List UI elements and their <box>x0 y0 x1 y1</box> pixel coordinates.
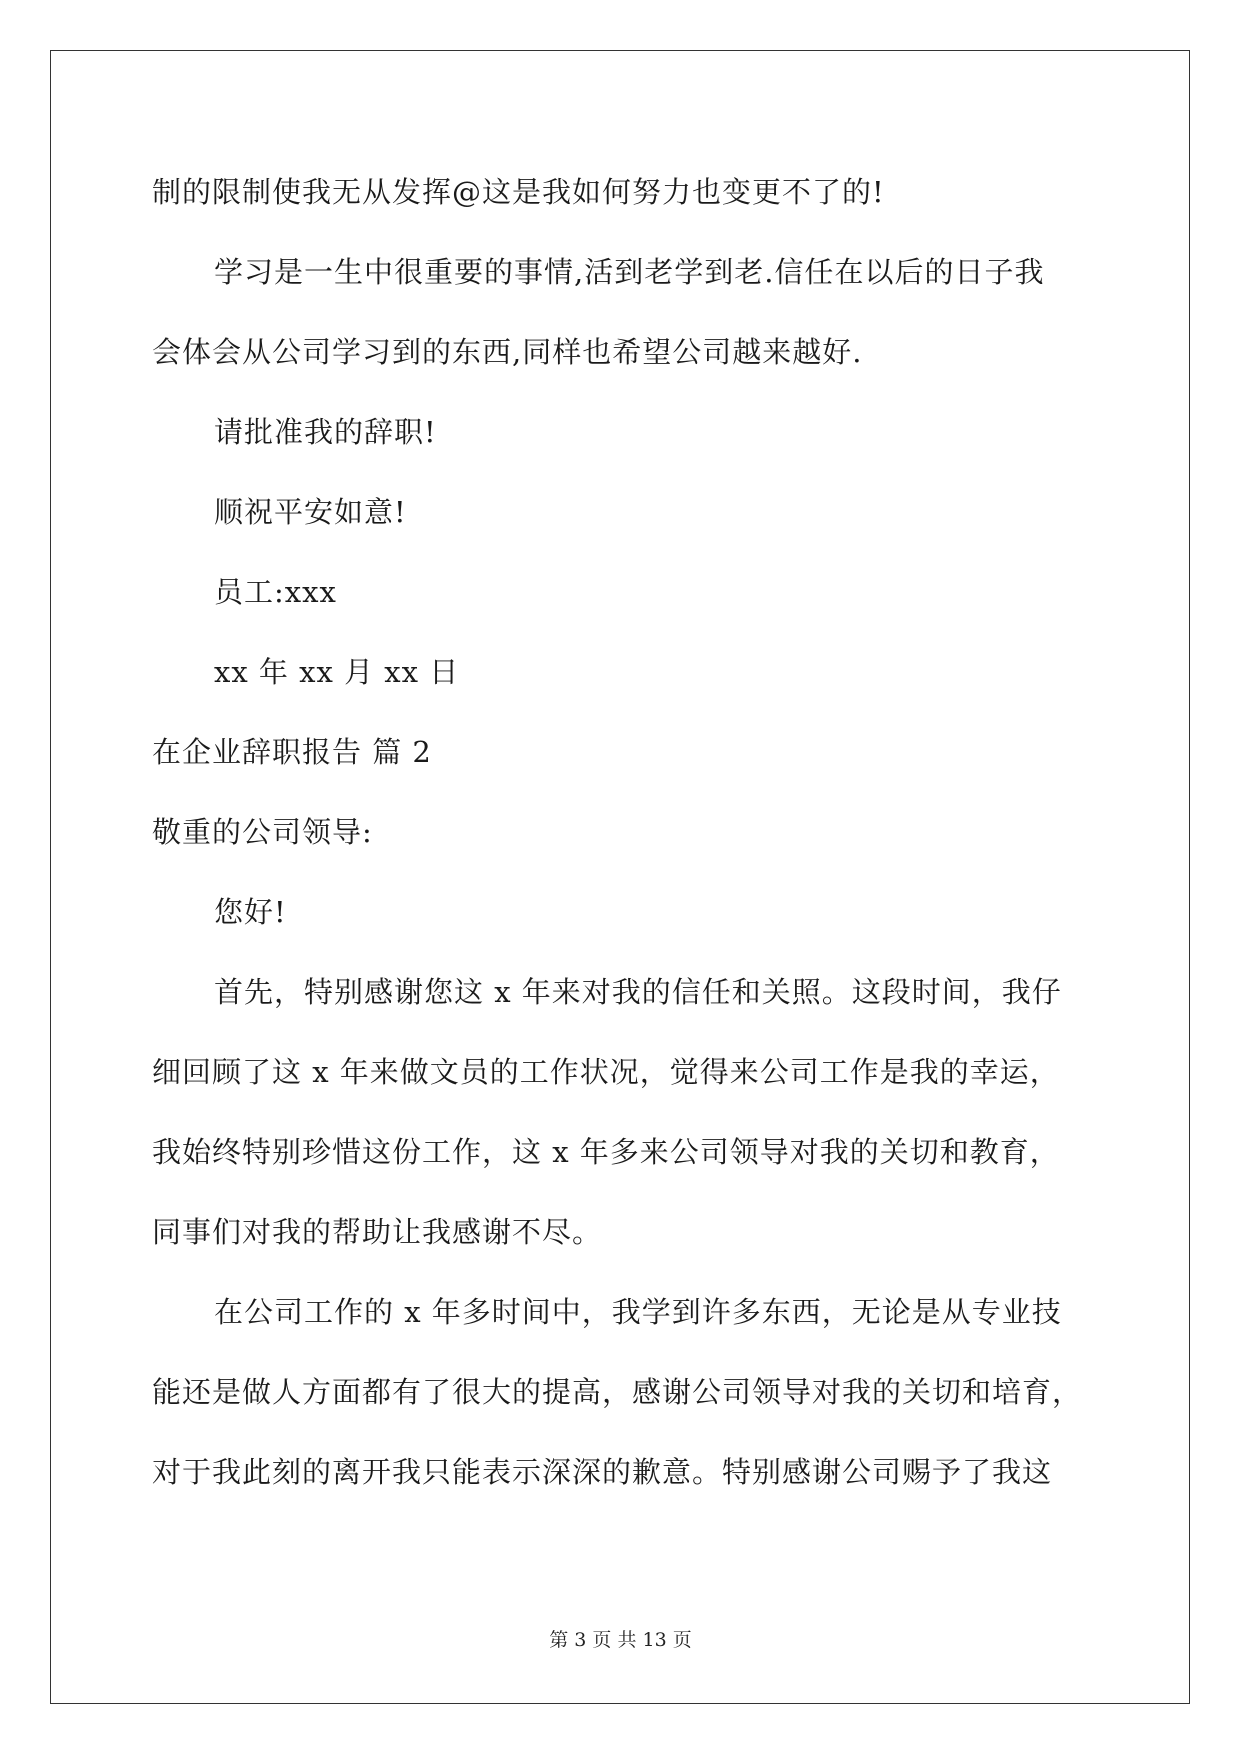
body-line: 首先，特别感谢您这 x 年来对我的信任和关照。这段时间，我仔 <box>214 975 1062 1009</box>
page-number: 第 3 页 共 13 页 <box>549 1629 692 1651</box>
section-heading: 在企业辞职报告 篇 2 <box>152 735 432 769</box>
body-line: 细回顾了这 x 年来做文员的工作状况，觉得来公司工作是我的幸运， <box>152 1055 1060 1089</box>
body-line: 学习是一生中很重要的事情,活到老学到老.信任在以后的日子我 <box>214 255 1045 289</box>
body-line: 顺祝平安如意! <box>214 495 407 529</box>
body-line: 请批准我的辞职! <box>214 415 437 449</box>
body-line: 制的限制使我无从发挥@这是我如何努力也变更不了的! <box>152 175 885 209</box>
salutation: 敬重的公司领导: <box>152 815 373 849</box>
body-line: 在公司工作的 x 年多时间中，我学到许多东西，无论是从专业技 <box>214 1295 1062 1329</box>
body-line: 同事们对我的帮助让我感谢不尽。 <box>152 1215 603 1249</box>
body-line: 我始终特别珍惜这份工作，这 x 年多来公司领导对我的关切和教育， <box>152 1135 1060 1169</box>
body-line: 会体会从公司学习到的东西,同样也希望公司越来越好. <box>152 335 863 369</box>
body-line: 对于我此刻的离开我只能表示深深的歉意。特别感谢公司赐予了我这 <box>152 1455 1053 1489</box>
greeting: 您好! <box>214 895 287 929</box>
body-line: 能还是做人方面都有了很大的提高，感谢公司领导对我的关切和培育， <box>152 1375 1083 1409</box>
date-line: xx 年 xx 月 xx 日 <box>214 655 460 689</box>
signature-line: 员工:xxx <box>214 575 337 609</box>
